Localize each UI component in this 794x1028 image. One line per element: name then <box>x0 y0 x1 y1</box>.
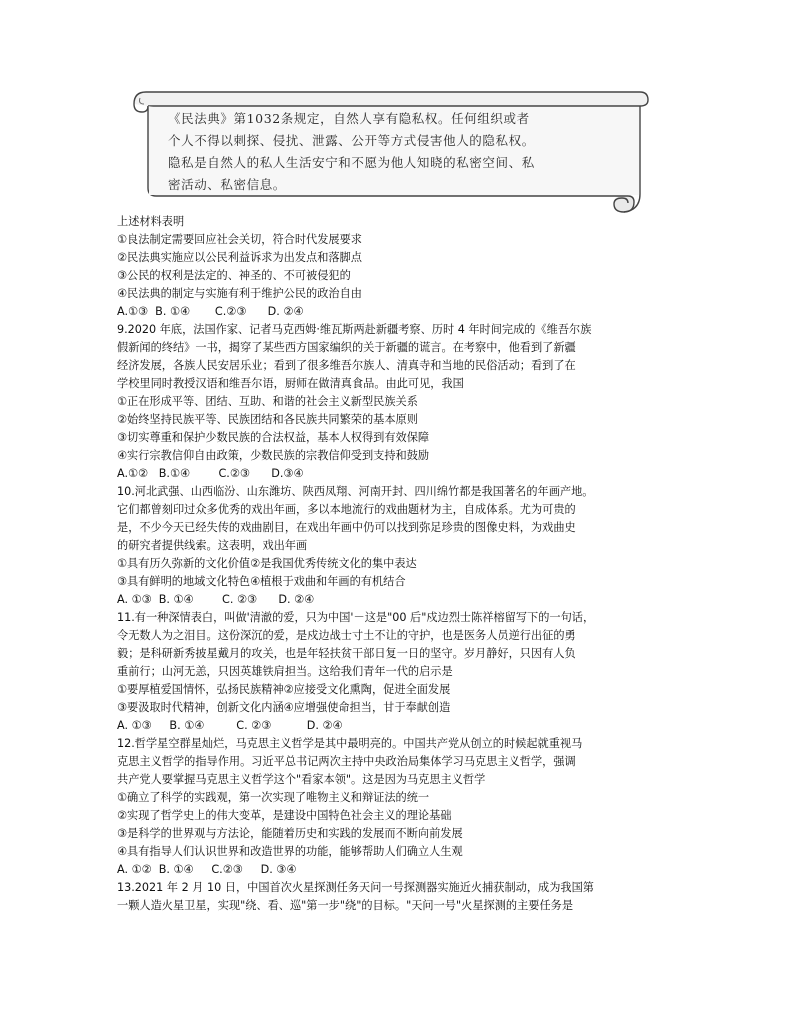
question-stem-line: 克思主义哲学的指导作用。习近平总书记两次主持中央政治局集体学习马克思主义哲学，强调 <box>117 755 576 768</box>
option-statement: ①要厚植爱国情怀，弘扬民族精神②应接受文化熏陶，促进全面发展 <box>117 683 451 696</box>
question-stem-line: 是，不少今天已经失传的戏曲剧目，在戏出年画中仍可以找到弥足珍贵的图像史料，为戏曲史 <box>117 521 576 534</box>
question-stem-line: 一颗人造火星卫星，实现"绕、看、巡"第一步"绕"的目标。"天问一号"火星探测的主要任务是 <box>117 899 574 912</box>
answer-choices: A.①② B.①④ C.②③ D.③④ <box>117 467 304 480</box>
option-statement: ②始终坚持民族平等、民族团结和各民族共同繁荣的基本原则 <box>117 413 418 426</box>
question-stem-line: 9.2020 年底，法国作家、记者马克西姆·维瓦斯两赴新疆考察、历时 4 年时间完成的《维吾尔族 <box>117 323 592 336</box>
question-11 <box>117 609 687 735</box>
option-statement: ③具有鲜明的地域文化特色④植根于戏曲和年画的有机结合 <box>117 575 406 588</box>
scroll-quote-text <box>168 108 608 196</box>
option-statement: ②实现了哲学史上的伟大变革，是建设中国特色社会主义的理论基础 <box>117 809 452 822</box>
scroll-line: 个人不得以刺探、侵扰、泄露、公开等方式侵害他人的隐私权。 <box>168 133 535 148</box>
option-statement: ③是科学的世界观与方法论，能随着历史和实践的发展而不断向前发展 <box>117 827 463 840</box>
option-statement: ③切实尊重和保护少数民族的合法权益，基本人权得到有效保障 <box>117 431 430 444</box>
question-stem-line: 毅；是科研新秀披星戴月的攻关，也是年轻扶贫干部日复一日的坚守。岁月静好，只因有人负 <box>117 647 576 660</box>
question-stem-line: 经济发展，各族人民安居乐业；看到了很多维吾尔族人、清真寺和当地的民俗活动；看到了在 <box>117 359 576 372</box>
question-stem-line: 10.河北武强、山西临汾、山东潍坊、陕西凤翔、河南开封、四川绵竹都是我国著名的年画产地。 <box>117 485 594 498</box>
scroll-line: 密活动、私密信息。 <box>168 177 286 192</box>
question-8-lead: 上述材料表明 <box>117 215 185 228</box>
question-9 <box>117 321 687 483</box>
option-statement: ①确立了科学的实践观，第一次实现了唯物主义和辩证法的统一 <box>117 791 430 804</box>
option-statement: ④民法典的制定与实施有利于维护公民的政治自由 <box>117 287 362 300</box>
option-statement: ④实行宗教信仰自由政策，少数民族的宗教信仰受到支持和鼓励 <box>117 449 430 462</box>
option-statement: ①具有历久弥新的文化价值②是我国优秀传统文化的集中表达 <box>117 557 417 570</box>
question-8 <box>117 213 687 321</box>
option-statement: ②民法典实施应以公民利益诉求为出发点和落脚点 <box>117 251 362 264</box>
question-stem-line: 学校里同时教授汉语和维吾尔语，厨师在做清真食品。由此可见，我国 <box>117 377 464 390</box>
answer-choices: A. ①② B. ①④ C.②③ D. ③④ <box>117 863 297 876</box>
civil-code-scroll-image <box>128 90 650 208</box>
scroll-line: 《民法典》第1032条规定，自然人享有隐私权。任何组织或者 <box>168 111 530 126</box>
question-12 <box>117 735 687 879</box>
option-statement: ①良法制定需要回应社会关切，符合时代发展要求 <box>117 233 362 246</box>
answer-choices: A. ①③ B. ①④ C. ②③ D. ②④ <box>117 593 315 606</box>
question-13 <box>117 879 687 915</box>
option-statement: ③公民的权利是法定的、神圣的、不可被侵犯的 <box>117 269 351 282</box>
question-stem-line: 11.有一种深情表白，叫做'清澈的爱，只为中国'－这是"00 后"戍边烈士陈祥榕留写下的一句话， <box>117 611 595 624</box>
answer-choices: A.①③ B. ①④ C.②③ D. ②④ <box>117 305 304 318</box>
question-stem-line: 共产党人要掌握马克思主义哲学这个"看家本领"。这是因为马克思主义哲学 <box>117 773 486 786</box>
question-10 <box>117 483 687 609</box>
question-stem-line: 假新闻的终结》一书，揭穿了某些西方国家编织的关于新疆的谎言。在考察中，他看到了新疆 <box>117 341 576 354</box>
question-stem-line: 它们都曾刻印过众多优秀的戏出年画，多以本地流行的戏曲题材为主，自成体系。尤为可贵的 <box>117 503 576 516</box>
question-stem-line: 令无数人为之泪目。这份深沉的爱，是戍边战士寸土不让的守护，也是医务人员逆行出征的勇 <box>117 629 576 642</box>
option-statement: ④具有指导人们认识世界和改造世界的功能，能够帮助人们确立人生观 <box>117 845 463 858</box>
option-statement: ①正在形成平等、团结、互助、和谐的社会主义新型民族关系 <box>117 395 418 408</box>
questions-body <box>117 213 687 915</box>
question-stem-line: 12.哲学星空群星灿烂，马克思主义哲学是其中最明亮的。中国共产党从创立的时候起就重视马 <box>117 737 583 750</box>
question-stem-line: 重前行；山河无恙，只因英雄铁肩担当。这给我们青年一代的启示是 <box>117 665 453 678</box>
option-statement: ③要汲取时代精神，创新文化内涵④应增强使命担当，甘于奉献创造 <box>117 701 451 714</box>
question-stem-line: 的研究者提供线索。这表明，戏出年画 <box>117 539 308 552</box>
question-stem-line: 13.2021 年 2 月 10 日，中国首次火星探测任务天问一号探测器实施近火捕获制动，成为我国第 <box>117 881 594 894</box>
answer-choices: A. ①③ B. ①④ C. ②③ D. ②④ <box>117 719 343 732</box>
scroll-line: 隐私是自然人的私人生活安宁和不愿为他人知晓的私密空间、私 <box>168 155 535 170</box>
